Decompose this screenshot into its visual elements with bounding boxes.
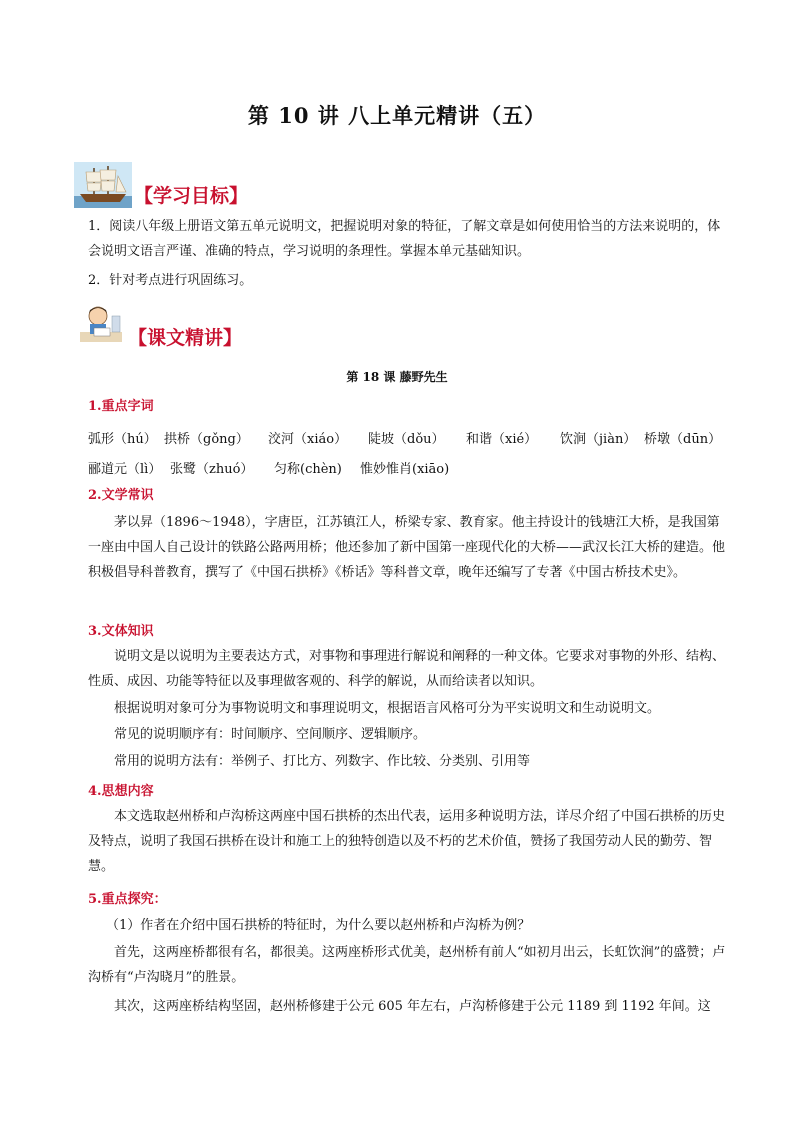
vocab-item: 弧形（hú） (88, 432, 157, 447)
genre-paragraph-4: 常用的说明方法有：举例子、打比方、列数字、作比较、分类别、引用等 (114, 754, 531, 769)
explore-question: （1）作者在介绍中国石拱桥的特征时，为什么要以赵州桥和卢沟桥为例？ (106, 918, 531, 933)
genre-paragraph-2: 根据说明对象可分为事物说明文和事理说明文，根据语言风格可分为平实说明文和生动说明文。 (114, 701, 661, 716)
goal-item-2: 2．针对考点进行巩固练习。 (88, 273, 253, 288)
genre-paragraph-3: 常见的说明顺序有：时间顺序、空间顺序、逻辑顺序。 (114, 727, 427, 742)
vocab-item: 匀称(chèn) (274, 462, 342, 477)
vocab-item: 拱桥（gǒng） (164, 432, 249, 447)
ship-icon (74, 162, 132, 208)
learning-goals-label: 【学习目标】 (134, 185, 249, 207)
page-title: 第 10 讲 八上单元精讲（五） (247, 103, 547, 128)
goal-item-1: 1．阅读八年级上册语文第五单元说明文，把握说明对象的特征，了解文章是如何使用恰当的方法来说明的，体会说明文语言严谨、准确的特点，学习说明的条理性。掌握本单元基础知识。 (88, 219, 721, 259)
vocab-item: 和谐（xié） (466, 432, 538, 447)
vocab-item: 张鹭（zhuó） (170, 462, 254, 477)
explore-answer-2: 其次，这两座桥结构坚固，赵州桥修建于公元 605 年左右，卢沟桥修建于公元 1189 到 1192 年间。这 (114, 999, 711, 1014)
vocab-item: 郦道元（lì） (88, 462, 162, 477)
vocab-item: 桥墩（dūn） (644, 432, 722, 447)
learning-goals-header (74, 162, 248, 208)
lesson-section-label: 【课文精讲】 (128, 327, 243, 349)
student-reading-icon (78, 302, 124, 348)
literature-heading: 2.文学常识 (88, 488, 154, 503)
vocab-item: 洨河（xiáo） (268, 432, 348, 447)
vocab-item: 饮涧（jiàn） (560, 432, 637, 447)
literature-text: 茅以昇（1896～1948），字唐臣，江苏镇江人，桥梁专家、教育家。他主持设计的钱塘江大桥，是我国第一座由中国人自己设计的铁路公路两用桥；他还参加了新中国第一座现代化的大桥——武汉长江大桥的建造。他积极倡导科普教育，撰写了《中国石拱桥》《桥话》等科普文章，晚年还编写了专著《中国古桥技术史》。 (88, 515, 726, 580)
lesson-title: 第 18 课 藤野先生 (346, 370, 448, 384)
genre-paragraph-1: 说明文是以说明为主要表达方式，对事物和事理进行解说和阐释的一种文体。它要求对事物的外形、结构、性质、成因、功能等特征以及事理做客观的、科学的解说，从而给读者以知识。 (88, 649, 726, 689)
explore-heading: 5.重点探究： (88, 892, 167, 907)
vocab-heading: 1.重点字词 (88, 399, 154, 414)
explore-answer-1: 首先，这两座桥都很有名，都很美。这两座桥形式优美，赵州桥有前人“如初月出云，长虹饮涧”的盛赞；卢沟桥有“卢沟晓月”的胜景。 (88, 945, 726, 985)
theme-heading: 4.思想内容 (88, 784, 154, 799)
vocab-item: 陡坡（dǒu） (368, 432, 445, 447)
genre-heading: 3.文体知识 (88, 624, 154, 639)
theme-text: 本文选取赵州桥和卢沟桥这两座中国石拱桥的杰出代表，运用多种说明方法，详尽介绍了中国石拱桥的历史及特点，说明了我国石拱桥在设计和施工上的独特创造以及不朽的艺术价值，赞扬了我国劳动人民的勤劳、智慧。 (88, 809, 726, 874)
vocab-item: 惟妙惟肖(xiāo) (360, 462, 450, 477)
lesson-section-header (78, 302, 242, 348)
